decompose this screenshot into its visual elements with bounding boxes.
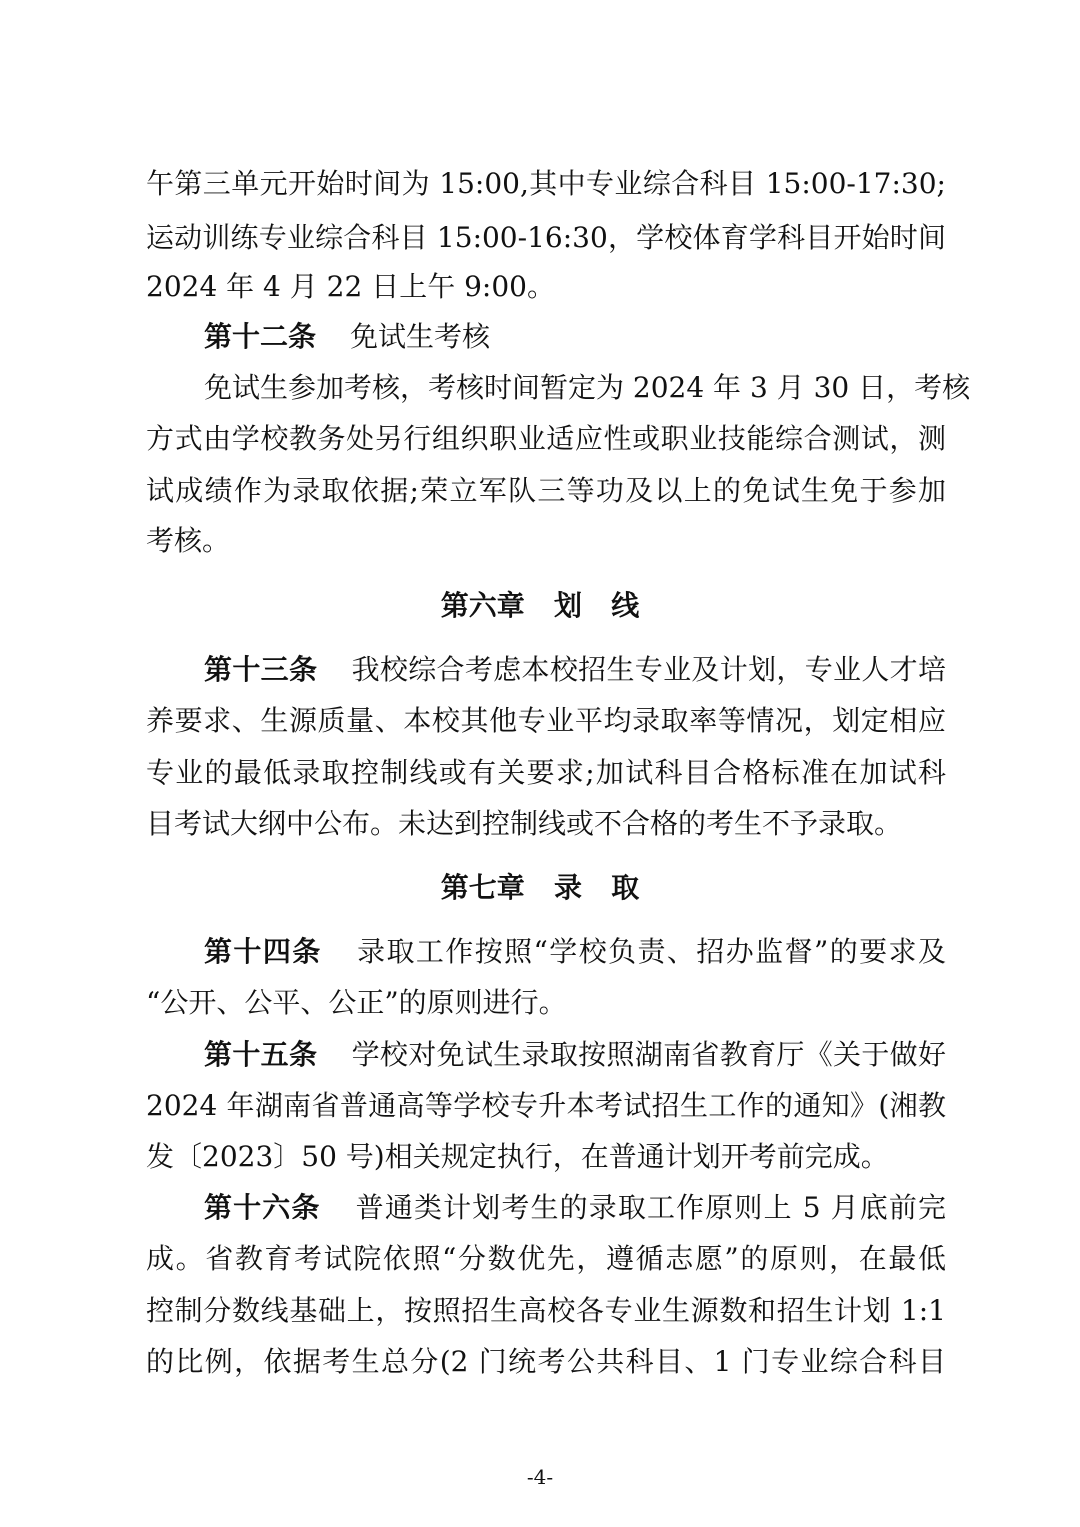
paragraph-line: 的比例，依据考生总分(2 门统考公共科目、1 门专业综合科目 xyxy=(146,1345,946,1378)
article-14-text: 录取工作按照“学校负责、招办监督”的要求及 xyxy=(355,935,946,968)
article-14-label: 第十四条 xyxy=(204,935,322,968)
chapter-7-heading: 第七章 录 取 xyxy=(440,871,640,904)
paragraph-line: 养要求、生源质量、本校其他专业平均录取率等情况，划定相应 xyxy=(146,704,946,737)
paragraph-line: 控制分数线基础上，按照招生高校各专业生源数和招生计划 1:1 xyxy=(146,1294,946,1327)
paragraph-line: 考核。 xyxy=(146,524,231,557)
paragraph-line: 午第三单元开始时间为 15:00,其中专业综合科目 15:00-17:30; xyxy=(146,167,946,200)
article-12-title: 免试生考核 xyxy=(350,320,491,353)
paragraph-line: 2024 年 4 月 22 日上午 9:00。 xyxy=(146,270,555,303)
chapter-6-heading: 第六章 划 线 xyxy=(440,589,640,622)
paragraph-line: 目考试大纲中公布。未达到控制线或不合格的考生不予录取。 xyxy=(146,807,903,840)
article-13-label: 第十三条 xyxy=(204,653,318,686)
paragraph-line: 试成绩作为录取依据;荣立军队三等功及以上的免试生免于参加 xyxy=(146,474,946,507)
article-15-line xyxy=(204,1037,946,1073)
article-12-label: 第十二条 xyxy=(204,320,317,353)
paragraph-line: “公开、公平、公正”的原则进行。 xyxy=(146,986,567,1019)
article-13-text: 我校综合考虑本校招生专业及计划，专业人才培 xyxy=(351,653,946,686)
article-13-line xyxy=(204,652,946,688)
paragraph-line: 2024 年湖南省普通高等学校专升本考试招生工作的通知》(湘教 xyxy=(146,1089,946,1122)
paragraph-line: 成。省教育考试院依照“分数优先，遵循志愿”的原则，在最低 xyxy=(146,1242,946,1275)
paragraph-line: 发〔2023〕50 号)相关规定执行，在普通计划开考前完成。 xyxy=(146,1140,889,1173)
article-15-label: 第十五条 xyxy=(204,1038,318,1071)
paragraph-line: 专业的最低录取控制线或有关要求;加试科目合格标准在加试科 xyxy=(146,756,946,789)
article-14-line xyxy=(204,934,946,970)
article-16-text: 普通类计划考生的录取工作原则上 5 月底前完 xyxy=(354,1191,946,1224)
paragraph-line: 运动训练专业综合科目 15:00-16:30，学校体育学科目开始时间 xyxy=(146,221,946,254)
article-16-label: 第十六条 xyxy=(204,1191,321,1224)
paragraph-line: 方式由学校教务处另行组织职业适应性或职业技能综合测试，测 xyxy=(146,422,946,455)
article-12-line xyxy=(204,319,946,355)
article-16-line xyxy=(204,1190,946,1226)
page-number: -4- xyxy=(526,1465,554,1489)
paragraph-line: 免试生参加考核，考核时间暂定为 2024 年 3 月 30 日，考核 xyxy=(204,371,971,404)
article-15-text: 学校对免试生录取按照湖南省教育厅《关于做好 xyxy=(351,1038,946,1071)
